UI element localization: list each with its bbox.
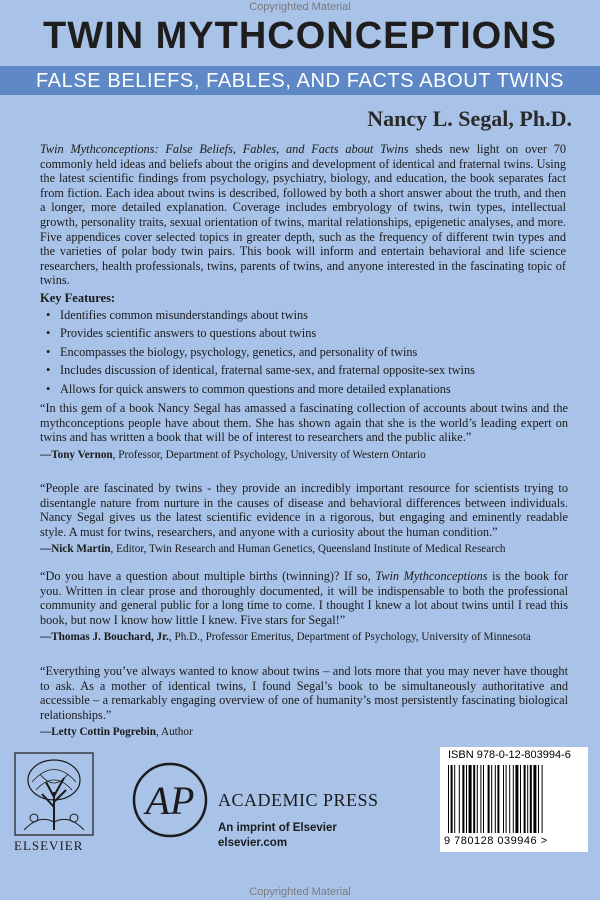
- quote-affiliation: , Professor, Department of Psychology, University of Western Ontario: [112, 448, 426, 461]
- feature-item: • Provides scientific answers to questions about twins: [40, 324, 475, 342]
- feature-item: • Identifies common misunderstandings about twins: [40, 306, 475, 324]
- book-title: TWIN MYTHCONCEPTIONS: [43, 15, 557, 57]
- quote-attribution: [40, 448, 568, 463]
- description-text: sheds new light on over 70 commonly held ideas and beliefs about the origins and development of identical and fraternal twins. Using the latest scientific findings from psychology, psychiatry, biology, and education, the book separates fact from fiction. Each idea about twins is described, followed by both a short answer about the truth, and then a longer, more detailed explanation. Coverage includes embryology of twins, twin types, intellectual growth, personality traits, sexual orientation of twins, marital relationships, epigenetic analyses, and more. Five appendices cover selected topics in greater depth, such as the frequency of different twin types and the varieties of polar body twin pairs. This book will inform and entertain behavioral and life science researchers, health professionals, twins, parents of twins, and anyone interested in the fascinating topic of twins.: [40, 142, 566, 288]
- quote-text: “In this gem of a book Nancy Segal has amassed a fascinating collection of accounts about twins and the mythconceptions people have about them. She has shown again that she is the world’s leading expert on twins and has written a book that will be of interest to researchers and the public alike.”: [40, 401, 568, 445]
- quote-attribution: [40, 630, 568, 645]
- ap-letters: AP: [145, 778, 195, 823]
- endorsement-quote: [40, 664, 568, 740]
- publisher-website: elsevier.com: [218, 837, 288, 849]
- barcode-box: [440, 747, 588, 852]
- features-heading: Key Features:: [40, 291, 116, 305]
- quote-text: “People are fascinated by twins - they provide an incredibly important resource for scientists trying to disentangle nature from nurture in the causes of disease and behavioral differences between individuals. Nancy Segal gives us the latest scientific evidence in a rigorous, but engaging and eminently readable style. A must for twins, researchers, and anyone with a curiosity about the human condition.”: [40, 481, 568, 539]
- feature-item: • Includes discussion of identical, fraternal same-sex, and fraternal opposite-sex twins: [40, 361, 475, 379]
- quote-author: —Nick Martin: [40, 543, 111, 556]
- feature-item: • Encompasses the biology, psychology, genetics, and personality of twins: [40, 343, 475, 361]
- quote-text-before: “Do you have a question about multiple births (twinning)? If so,: [40, 569, 376, 583]
- quote-text: [40, 569, 568, 627]
- imprint-text: An imprint of Elsevier: [218, 822, 337, 834]
- quote-attribution: [40, 725, 568, 740]
- endorsement-quote: [40, 569, 568, 645]
- top-watermark: Copyrighted Material: [249, 1, 351, 13]
- endorsement-quote: [40, 401, 568, 462]
- quote-affiliation: , Author: [156, 726, 193, 739]
- bottom-watermark: Copyrighted Material: [249, 886, 351, 898]
- book-subtitle: FALSE BELIEFS, FABLES, AND FACTS ABOUT TWINS: [35, 70, 565, 92]
- quote-text-italic: Twin Mythconceptions: [375, 569, 488, 583]
- publisher-name: ACADEMIC PRESS: [218, 790, 379, 810]
- isbn-text: ISBN 978-0-12-803994-6: [448, 749, 571, 761]
- features-list: [40, 306, 475, 398]
- quote-text-after: is the book for you. Written in clear prose and thoroughly documented, it will be indispensable to both the professional community and general public for a long time to come. I thought I knew a lot about twins until I read this book, but now I know how little I knew. Five stars for Segal!”: [40, 569, 568, 627]
- quote-affiliation: , Ph.D., Professor Emeritus, Department of Psychology, University of Minnesota: [168, 631, 531, 644]
- quote-attribution: [40, 542, 568, 557]
- academic-press-logo: [130, 760, 210, 840]
- elsevier-wordmark: ELSEVIER: [14, 838, 84, 853]
- description-paragraph: [40, 142, 566, 288]
- quote-author: —Thomas J. Bouchard, Jr.: [40, 631, 169, 644]
- barcode-digits: 9 780128 039946 >: [444, 835, 548, 847]
- feature-item: • Allows for quick answers to common questions and more detailed explanations: [40, 380, 475, 398]
- barcode-icon: [446, 765, 582, 833]
- endorsement-quote: [40, 481, 568, 557]
- description-italic-title: Twin Mythconceptions: False Beliefs, Fables, and Facts about Twins: [40, 142, 409, 156]
- author-name: Nancy L. Segal, Ph.D.: [367, 106, 572, 131]
- quote-affiliation: , Editor, Twin Research and Human Genetics, Queensland Institute of Medical Research: [110, 543, 506, 556]
- quote-author: —Tony Vernon: [40, 448, 113, 461]
- quote-text: “Everything you’ve always wanted to know about twins – and lots more that you may never have thought to ask. As a mother of identical twins, I found Segal’s book to be simultaneously authoritative and accessible – a remarkably engaging overview of one of humanity’s most persistently fascinating biological relationships.”: [40, 664, 568, 722]
- elsevier-tree-logo: [14, 752, 94, 836]
- quote-author: —Letty Cottin Pogrebin: [40, 726, 157, 739]
